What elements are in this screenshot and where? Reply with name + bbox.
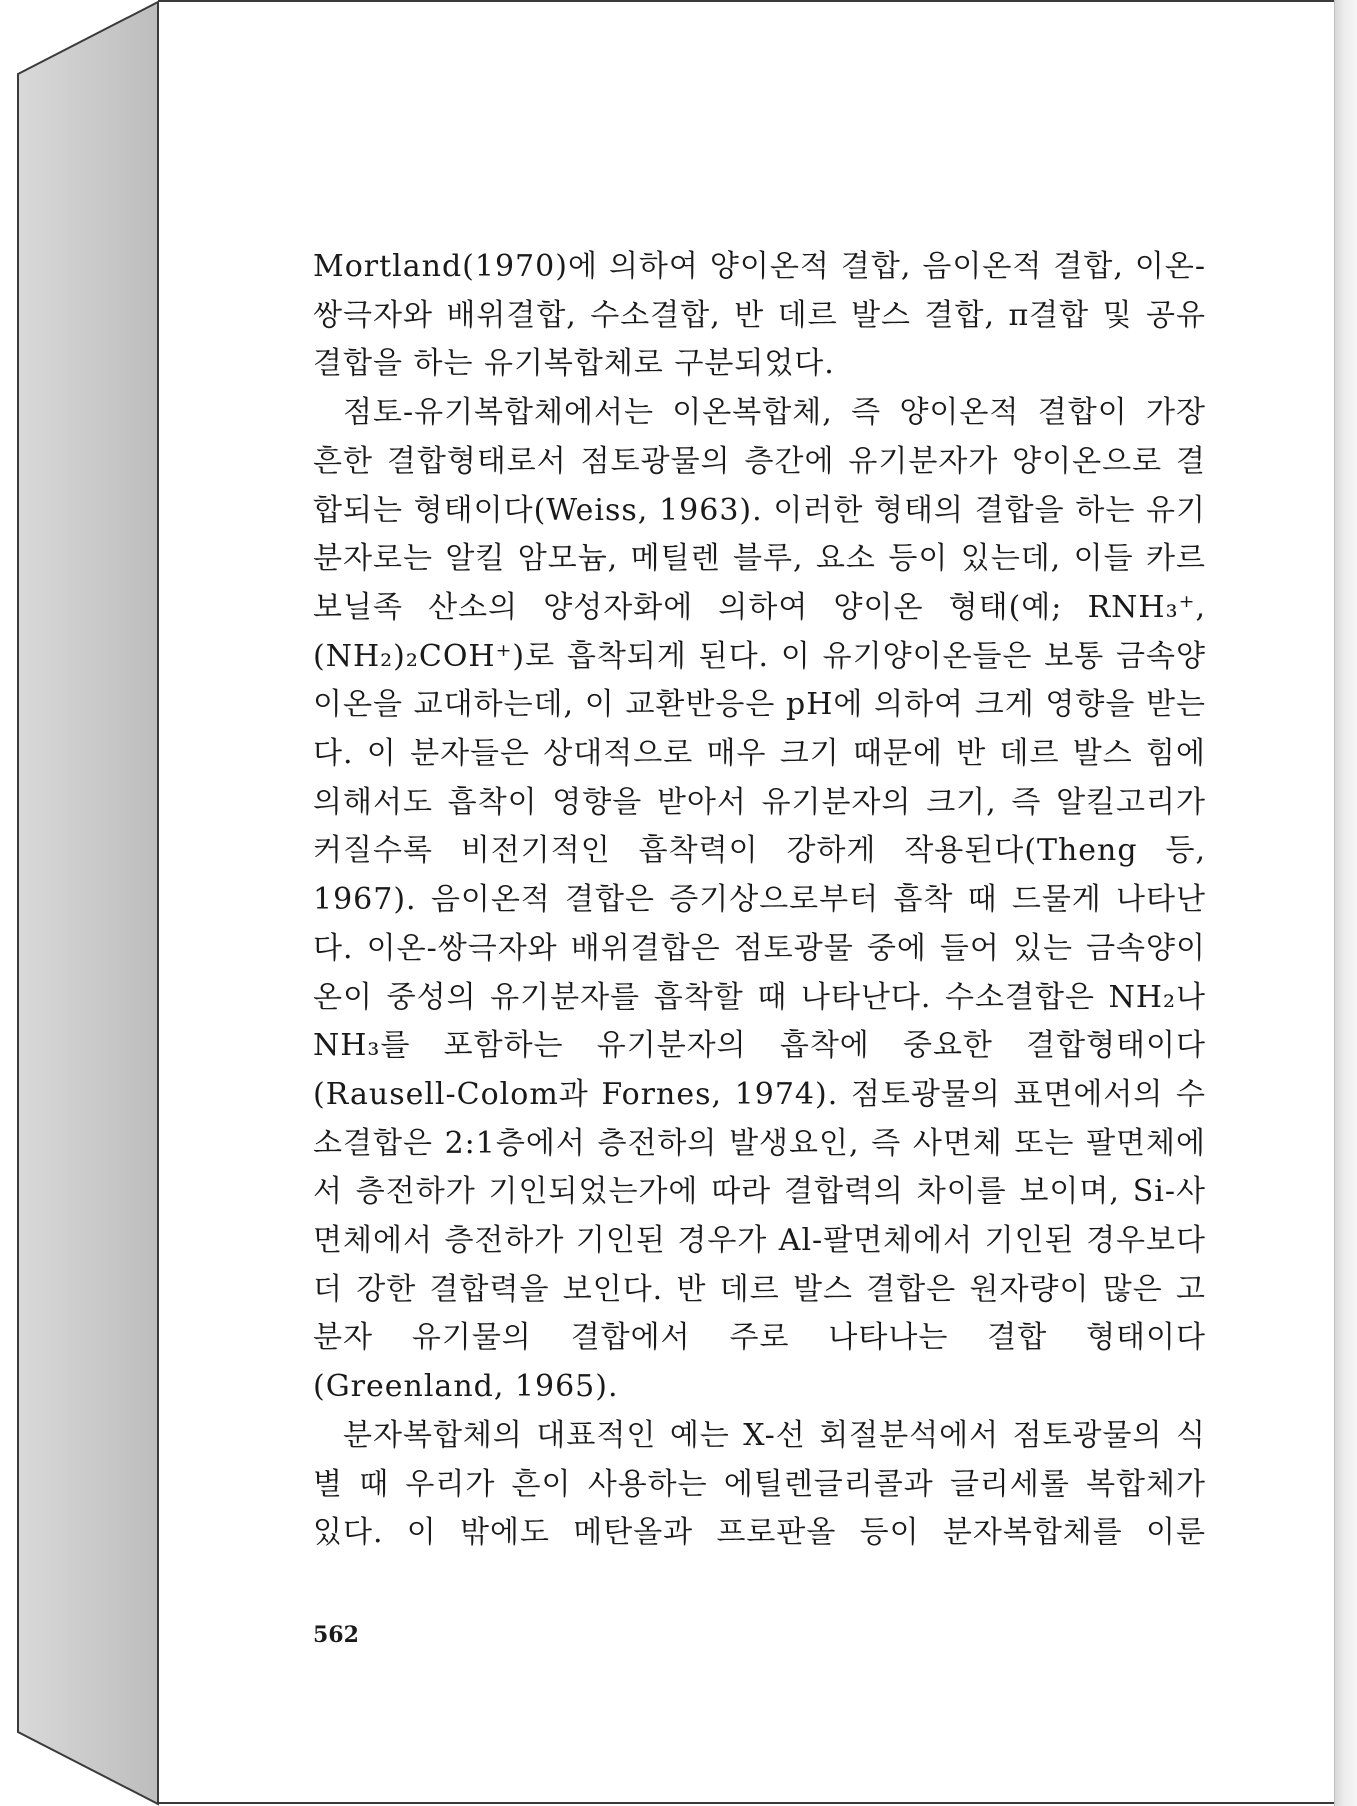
paragraph: 분자복합체의 대표적인 예는 X-선 회절분석에서 점토광물의 식별 때 우리가 흔이 사용하는 에틸렌글리콜과 글리세롤 복합체가 있다. 이 밖에도 메탄올과 프로판올 등이 분자복합체를 이룬 (313, 1417, 1206, 1551)
book-spine (0, 0, 160, 1806)
page-edge (1334, 0, 1357, 1806)
body-text (313, 243, 1206, 1558)
page-number: 562 (313, 1622, 359, 1648)
paragraph: 점토-유기복합체에서는 이온복합체, 즉 양이온적 결합이 가장 흔한 결합형태로서 점토광물의 층간에 유기분자가 양이온으로 결합되는 형태이다(Weiss, 1963). 이러한 형태의 결합을 하는 유기분자로는 알킬 암모늄, 메틸렌 블루, 요소 등이 있는데, 이들 카르보닐족 산소의 양성자화에 의하여 양이온 형태(예; RNH₃⁺, (NH₂)₂COH⁺)로 흡착되게 된다. 이 유기양이온들은 보통 금속양이온을 교대하는데, 이 교환반응은 pH에 의하여 크게 영향을 받는다. 이 분자들은 상대적으로 매우 크기 때문에 반 데르 발스 힘에 의해서도 흡착이 영향을 받아서 유기분자의 크기, 즉 알킬고리가 커질수록 비전기적인 흡착력이 강하게 작용된다(Theng 등, 1967). 음이온적 결합은 증기상으로부터 흡착 때 드물게 나타난다. 이온-쌍극자와 배위결합은 점토광물 중에 들어 있는 금속양이온이 중성의 유기분자를 흡착할 때 나타난다. 수소결합은 NH₂나 NH₃를 포함하는 유기분자의 흡착에 중요한 결합형태이다(Rausell-Colom과 Fornes, 1974). 점토광물의 표면에서의 수소결합은 2:1층에서 층전하의 발생요인, 즉 사면체 또는 팔면체에서 층전하가 기인되었는가에 따라 결합력의 차이를 보이며, Si-사면체에서 층전하가 기인된 경우가 Al-팔면체에서 기인된 경우보다 더 강한 결합력을 보인다. 반 데르 발스 결합은 원자량이 많은 고분자 유기물의 결합에서 주로 나타나는 결합 형태이다 (Greenland, 1965). (313, 395, 1206, 1405)
paragraph: Mortland(1970)에 의하여 양이온적 결합, 음이온적 결합, 이온-쌍극자와 배위결합, 수소결합, 반 데르 발스 결합, π결합 및 공유결합을 하는 유기복합체로 구분되었다. (313, 249, 1206, 382)
